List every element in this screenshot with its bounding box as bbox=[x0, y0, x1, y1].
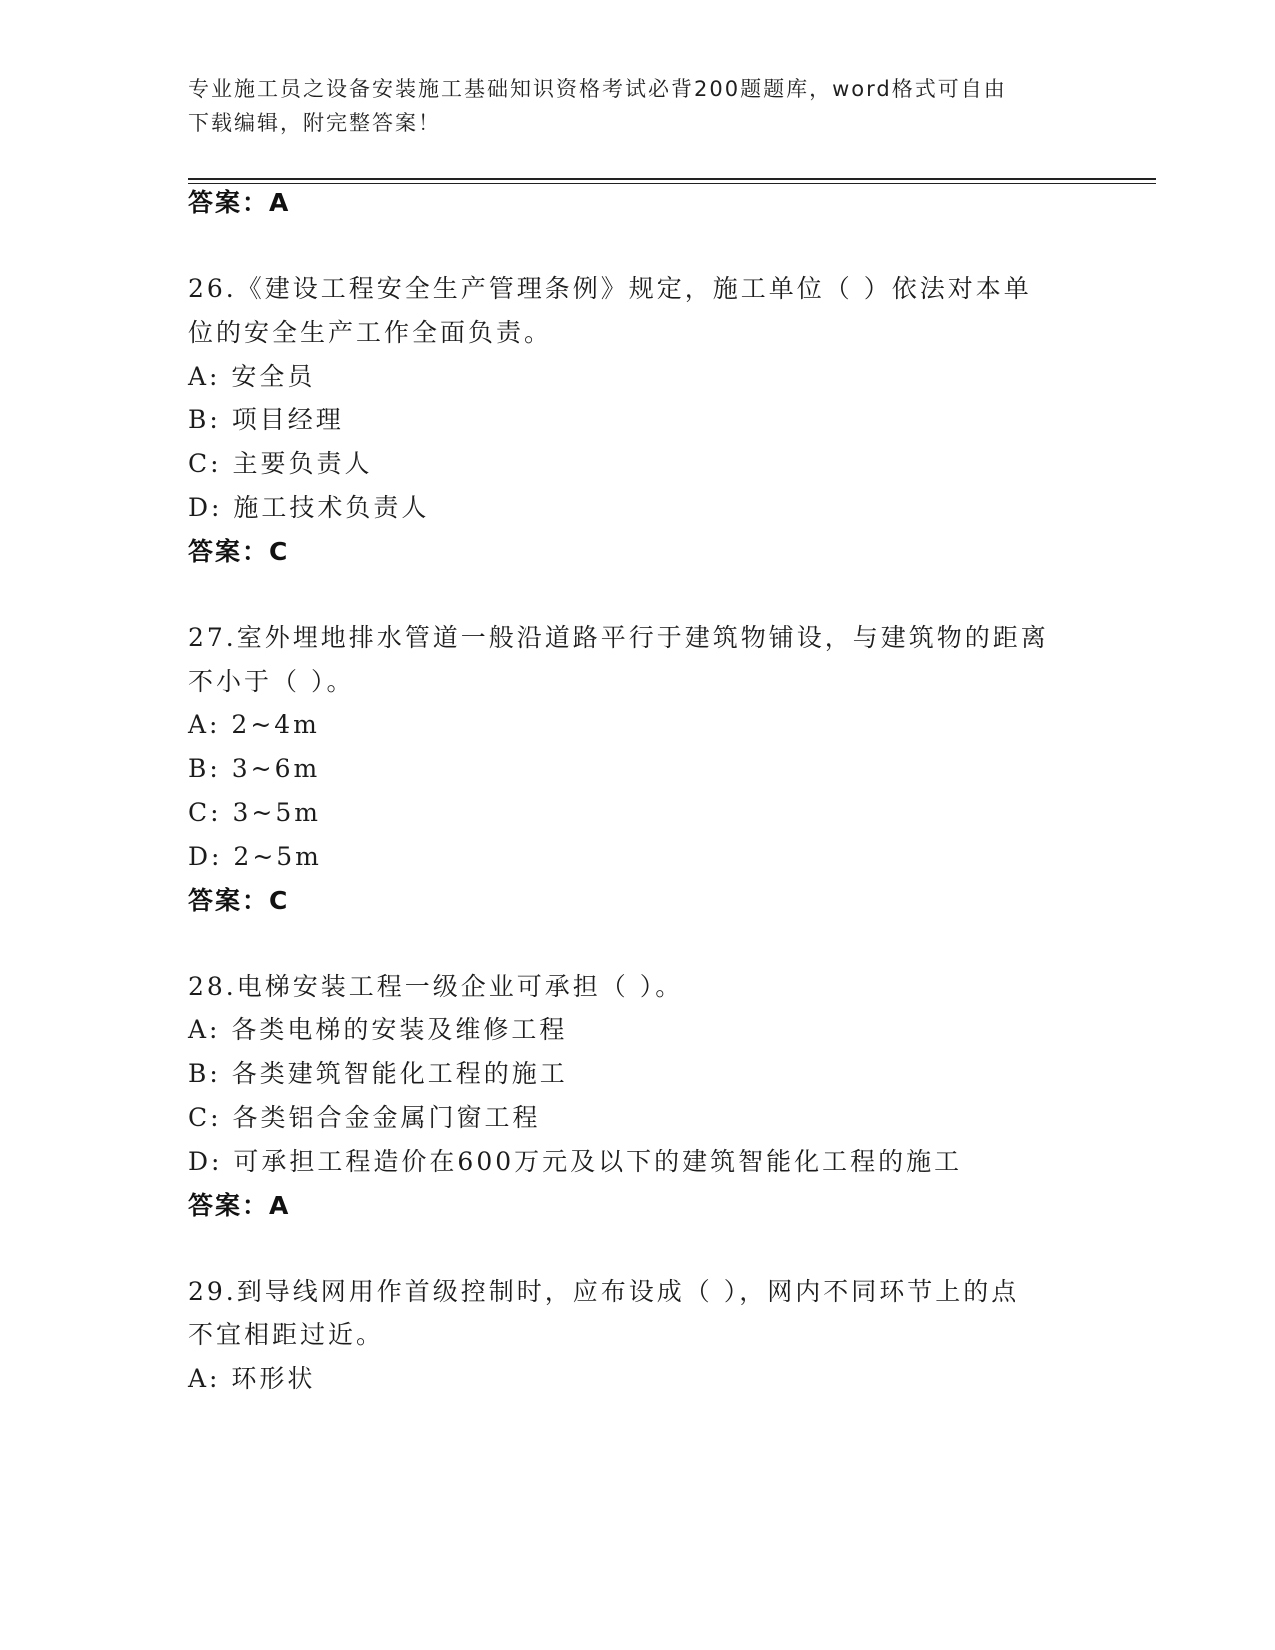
answer-25: 答案：A bbox=[188, 188, 291, 217]
question-26-stem-line-2: 位的安全生产工作全面负责。 bbox=[188, 318, 553, 347]
question-27-stem-line-2: 不小于（ ）。 bbox=[188, 667, 355, 696]
question-26-option-c: C: 主要负责人 bbox=[188, 449, 373, 478]
question-29-stem-line-2: 不宜相距过近。 bbox=[188, 1320, 385, 1349]
question-27-option-c: C: 3~5m bbox=[188, 798, 321, 827]
question-26-option-d: D: 施工技术负责人 bbox=[188, 493, 430, 522]
question-27-option-a: A: 2~4m bbox=[188, 710, 320, 739]
header-divider-thick bbox=[188, 178, 1156, 180]
question-26-option-a: A: 安全员 bbox=[188, 362, 316, 391]
question-29-option-a: A: 环形状 bbox=[188, 1364, 316, 1393]
question-29-stem-line-1: 29.到导线网用作首级控制时，应布设成（ ），网内不同环节上的点 bbox=[188, 1277, 1020, 1306]
header-divider-thin bbox=[188, 183, 1156, 184]
question-26-answer: 答案：C bbox=[188, 537, 290, 566]
question-27-option-d: D: 2~5m bbox=[188, 842, 322, 871]
document-header bbox=[188, 72, 1068, 140]
question-27-answer: 答案：C bbox=[188, 886, 290, 915]
header-line-1: 专业施工员之设备安装施工基础知识资格考试必背200题题库，word格式可自由 bbox=[188, 77, 1007, 101]
question-28-option-b: B: 各类建筑智能化工程的施工 bbox=[188, 1059, 568, 1088]
question-28-stem: 28.电梯安装工程一级企业可承担（ ）。 bbox=[188, 972, 684, 1001]
question-28-option-a: A: 各类电梯的安装及维修工程 bbox=[188, 1015, 568, 1044]
question-26-stem-line-1: 26.《建设工程安全生产管理条例》规定，施工单位（ ）依法对本单 bbox=[188, 274, 1032, 303]
question-27-stem-line-1: 27.室外埋地排水管道一般沿道路平行于建筑物铺设，与建筑物的距离 bbox=[188, 623, 1049, 652]
question-26-option-b: B: 项目经理 bbox=[188, 405, 344, 434]
question-27-option-b: B: 3~6m bbox=[188, 754, 321, 783]
header-line-2: 下载编辑，附完整答案！ bbox=[188, 111, 441, 135]
question-28-option-c: C: 各类铝合金金属门窗工程 bbox=[188, 1103, 541, 1132]
question-28-answer: 答案：A bbox=[188, 1191, 291, 1220]
question-28-option-d: D: 可承担工程造价在600万元及以下的建筑智能化工程的施工 bbox=[188, 1147, 963, 1176]
